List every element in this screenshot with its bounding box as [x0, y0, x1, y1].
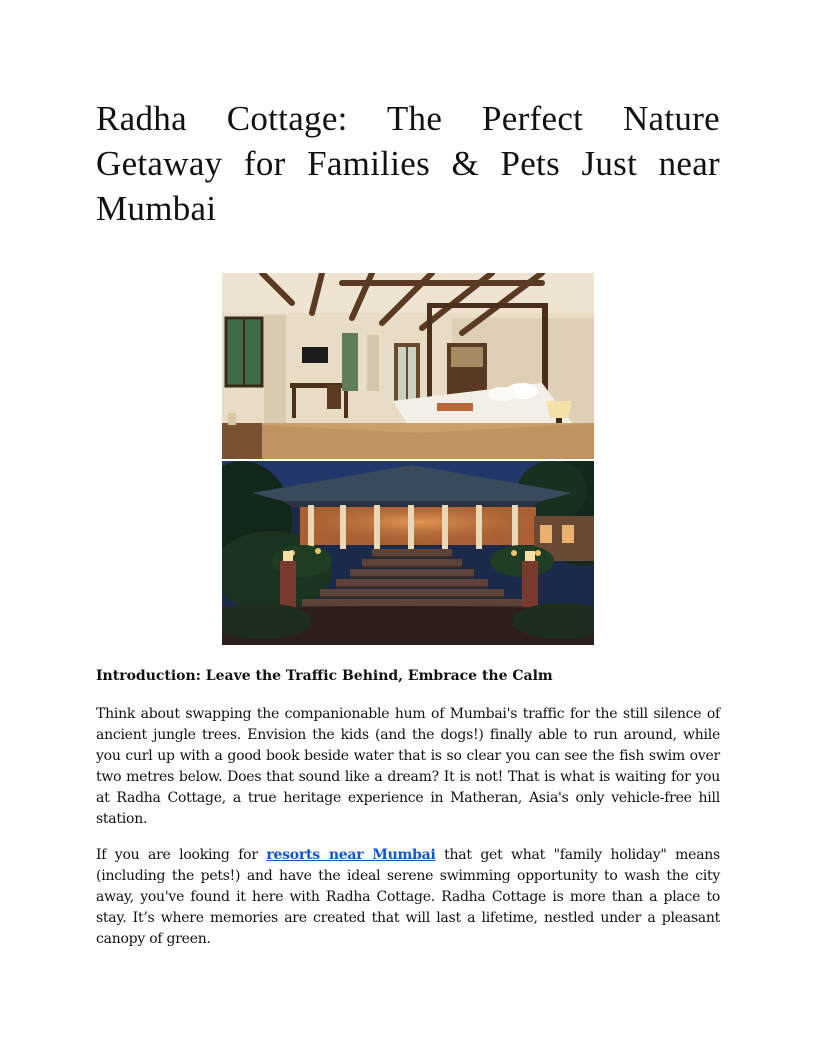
bedroom-photo	[222, 273, 594, 459]
exterior-photo	[222, 461, 594, 645]
resorts-paragraph	[96, 845, 720, 950]
resorts-near-mumbai-link[interactable]: resorts near Mumbai	[266, 847, 436, 863]
intro-paragraph: Think about swapping the companionable hum of Mumbai's traffic for the still silence of ancient jungle trees. Envision the kids (and the dogs!) finally able to run around, while you curl up with a good book beside water that is so clear you can see the fish swim over two metres below. Does that sound like a dream? It is not! That is what is waiting for you at Radha Cottage, a true heritage experience in Matheran, Asia's only vehicle-free hill station.	[96, 706, 720, 827]
paragraph-text-before-link: If you are looking for	[96, 847, 267, 863]
paragraph-text-after-link: that get what "family holiday" means (including the pets!) and have the ideal serene swimming opportunity to wash the city away, you've found it here with Radha Cottage. Radha Cottage is more than a place to stay. It’s where memories are created that will last a lifetime, nestled under a pleasant canopy of green.	[96, 847, 720, 947]
intro-heading: Introduction: Leave the Traffic Behind, Embrace the Calm	[96, 668, 553, 684]
article-title: Radha Cottage: The Perfect Nature Getaway for Families & Pets Just near Mumbai	[96, 99, 720, 228]
